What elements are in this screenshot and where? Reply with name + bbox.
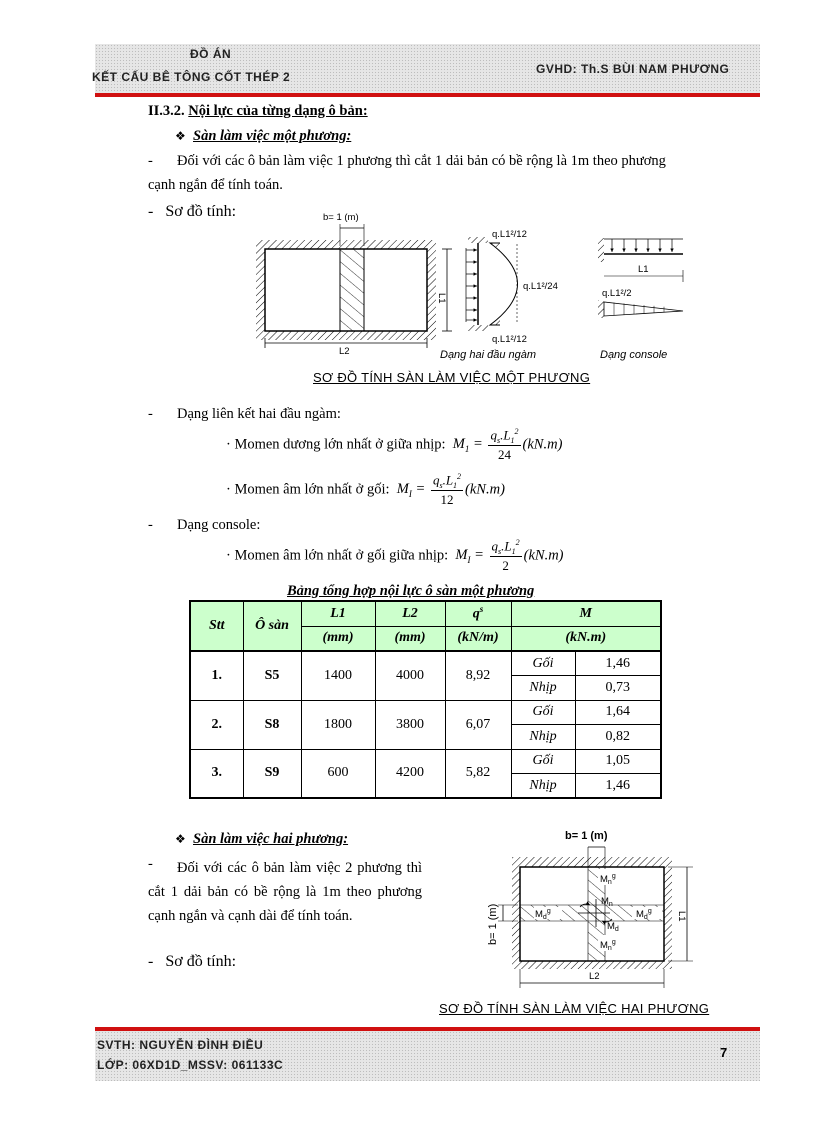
console-moment-label: q.L1²/2	[602, 288, 632, 299]
formula-moment-negative	[226, 472, 505, 508]
header-l2-unit: (mm)	[375, 626, 445, 651]
dash: -	[148, 517, 153, 533]
formula-text: · Momen âm lớn nhất ở gối:	[226, 481, 390, 498]
formula-symbol: $M_1$ =	[449, 436, 483, 455]
mn-g-bot-label: $M_n^g$	[600, 939, 616, 952]
footer-class: LỚP: 06XD1D_MSSV: 061133C	[97, 1058, 284, 1072]
one-way-para-line2: cạnh ngắn để tính toán.	[148, 177, 283, 193]
two-way-scheme-label	[148, 952, 236, 971]
two-way-diagram	[460, 825, 770, 1000]
cell-nhip-label: Nhịp	[511, 725, 575, 750]
strip-label: b= 1 (m)	[323, 212, 359, 223]
cell-stt: 1.	[190, 651, 243, 700]
results-table	[189, 600, 662, 799]
strip-side-label: b= 1 (m)	[487, 903, 499, 945]
cell-q: 5,82	[445, 749, 511, 798]
formula-text: · Momen âm lớn nhất ở gối giữa nhịp:	[226, 547, 449, 564]
moment-hatch	[490, 318, 500, 325]
header-advisor: GVHD: Th.S BÙI NAM PHƯƠNG	[536, 62, 730, 76]
header-o-san: Ô sàn	[243, 601, 301, 651]
formula-unit: (kN.m)	[465, 481, 505, 498]
cell-nhip-value: 0,82	[575, 725, 661, 750]
md-g-left-label: $M_d^g$	[535, 908, 551, 921]
mn-g-top-label: $M_n^g$	[600, 873, 616, 886]
header-title-line1: ĐỒ ÁN	[190, 47, 232, 61]
cell-l1: 1800	[301, 700, 375, 749]
cell-nhip-label: Nhịp	[511, 676, 575, 701]
moment-top-label: q.L1²/12	[492, 229, 527, 240]
table-row	[190, 700, 661, 725]
l2-label: L2	[339, 346, 350, 357]
moment-bot-label: q.L1²/12	[492, 334, 527, 345]
formula-unit: (kN.m)	[523, 547, 564, 564]
header-q: $q^s$	[445, 601, 511, 626]
strip-hatch	[340, 249, 364, 331]
l1-label: L1	[676, 911, 687, 922]
header-stt: Stt	[190, 601, 243, 651]
cell-goi-label: Gối	[511, 749, 575, 774]
table-row	[190, 651, 661, 676]
cell-q: 6,07	[445, 700, 511, 749]
fixed-case-label: Dạng hai đầu ngàm	[440, 349, 537, 361]
two-way-title-text: Sàn làm việc hai phương:	[193, 831, 349, 847]
header-m-unit: (kN.m)	[511, 626, 661, 651]
cell-stt: 2.	[190, 700, 243, 749]
cell-o-san: S5	[243, 651, 301, 700]
formula-moment-console	[226, 538, 564, 574]
fraction	[488, 427, 520, 463]
l1-label: L1	[436, 293, 447, 304]
fraction-numerator: $q_s.L_1^2$	[490, 427, 519, 445]
l2-label: L2	[589, 971, 600, 982]
cell-stt: 3.	[190, 749, 243, 798]
formula-unit: (kN.m)	[522, 436, 563, 453]
section-heading-text: Nội lực của từng dạng ô bản:	[188, 103, 368, 119]
formula-symbol: $M_I$ =	[451, 547, 484, 566]
console-support-2	[598, 300, 604, 318]
console-moment-diagram	[604, 302, 683, 316]
header-l2: L2	[375, 601, 445, 626]
dash: -	[148, 153, 153, 169]
cell-goi-value: 1,64	[575, 700, 661, 725]
cell-goi-label: Gối	[511, 700, 575, 725]
cell-l1: 600	[301, 749, 375, 798]
table-header-row	[190, 601, 661, 626]
cell-o-san: S8	[243, 700, 301, 749]
one-way-diagram	[0, 0, 816, 400]
table-row	[190, 749, 661, 774]
one-way-caption: SƠ ĐỒ TÍNH SÀN LÀM VIỆC MỘT PHƯƠNG	[313, 370, 591, 385]
cell-l2: 3800	[375, 700, 445, 749]
header-q-unit: (kN/m)	[445, 626, 511, 651]
cell-l1: 1400	[301, 651, 375, 700]
bullet-icon: ❖	[175, 129, 186, 143]
fixed-case-heading: Dạng liên kết hai đầu ngàm:	[177, 406, 341, 422]
dash: -	[148, 856, 153, 872]
formula-moment-positive	[226, 427, 562, 463]
formula-text: · Momen dương lớn nhất ở giữa nhịp:	[226, 436, 446, 453]
table-title: Bảng tổng hợp nội lực ô sàn một phương	[287, 583, 535, 599]
console-case-heading: Dạng console:	[177, 517, 261, 533]
console-case-label: Dạng console	[600, 349, 668, 361]
one-way-para-line1: Đối với các ô bản làm việc 1 phương thì cắt 1 dải bản có bề rộng là 1m theo phương	[177, 153, 666, 169]
header-l1: L1	[301, 601, 375, 626]
console-support	[598, 238, 604, 262]
cell-goi-label: Gối	[511, 651, 575, 676]
fraction-numerator: $q_s.L_1^2$	[491, 538, 520, 556]
dash: -	[148, 203, 154, 220]
scheme-label-text: Sơ đồ tính:	[165, 203, 237, 220]
md-right-label: $M_d^g$	[636, 908, 652, 921]
two-way-title	[175, 831, 348, 848]
fraction-denominator: 2	[502, 557, 509, 573]
section-heading-number: II.3.2.	[148, 103, 185, 119]
dash: -	[148, 406, 153, 422]
bullet-icon: ❖	[175, 832, 186, 846]
cell-nhip-value: 1,46	[575, 774, 661, 799]
header-title-line2: KẾT CẤU BÊ TÔNG CỐT THÉP 2	[92, 70, 291, 84]
cell-nhip-label: Nhịp	[511, 774, 575, 799]
page-number: 7	[720, 1045, 728, 1060]
header-l1-unit: (mm)	[301, 626, 375, 651]
formula-symbol: $M_I$ =	[393, 481, 426, 500]
cell-q: 8,92	[445, 651, 511, 700]
fraction-denominator: 24	[497, 446, 511, 462]
cell-o-san: S9	[243, 749, 301, 798]
moment-mid-label: q.L1²/24	[523, 281, 558, 292]
cell-goi-value: 1,46	[575, 651, 661, 676]
scheme-label-text: Sơ đồ tính:	[165, 953, 237, 970]
fraction-denominator: 12	[440, 491, 454, 507]
moment-diagram-fixed	[490, 243, 518, 325]
cell-nhip-value: 0,73	[575, 676, 661, 701]
console-l1-label: L1	[638, 264, 649, 275]
fixed-support-bottom	[468, 325, 488, 331]
fixed-support-top	[468, 237, 488, 243]
one-way-title-text: Sàn làm việc một phương:	[193, 128, 352, 144]
cell-l2: 4200	[375, 749, 445, 798]
fraction	[490, 538, 522, 574]
cell-goi-value: 1,05	[575, 749, 661, 774]
strip-top-label: b= 1 (m)	[565, 830, 608, 842]
footer-student: SVTH: NGUYỄN ĐÌNH ĐIỀU	[97, 1038, 264, 1052]
fraction	[431, 472, 463, 508]
fraction-numerator: $q_s.L_1^2$	[432, 472, 462, 490]
dash: -	[148, 953, 154, 970]
mn-label: $M_n$	[601, 896, 613, 908]
two-way-caption: SƠ ĐỒ TÍNH SÀN LÀM VIỆC HAI PHƯƠNG	[439, 1001, 710, 1016]
md-label: $M_d$	[607, 921, 619, 933]
two-way-para: Đối với các ô bản làm việc 2 phương thì cắt 1 dải bản có bề rộng là 1m theo phương cạnh ngắn và cạnh dài để tính toán.	[148, 860, 422, 924]
header-m: M	[511, 601, 661, 626]
cell-l2: 4000	[375, 651, 445, 700]
